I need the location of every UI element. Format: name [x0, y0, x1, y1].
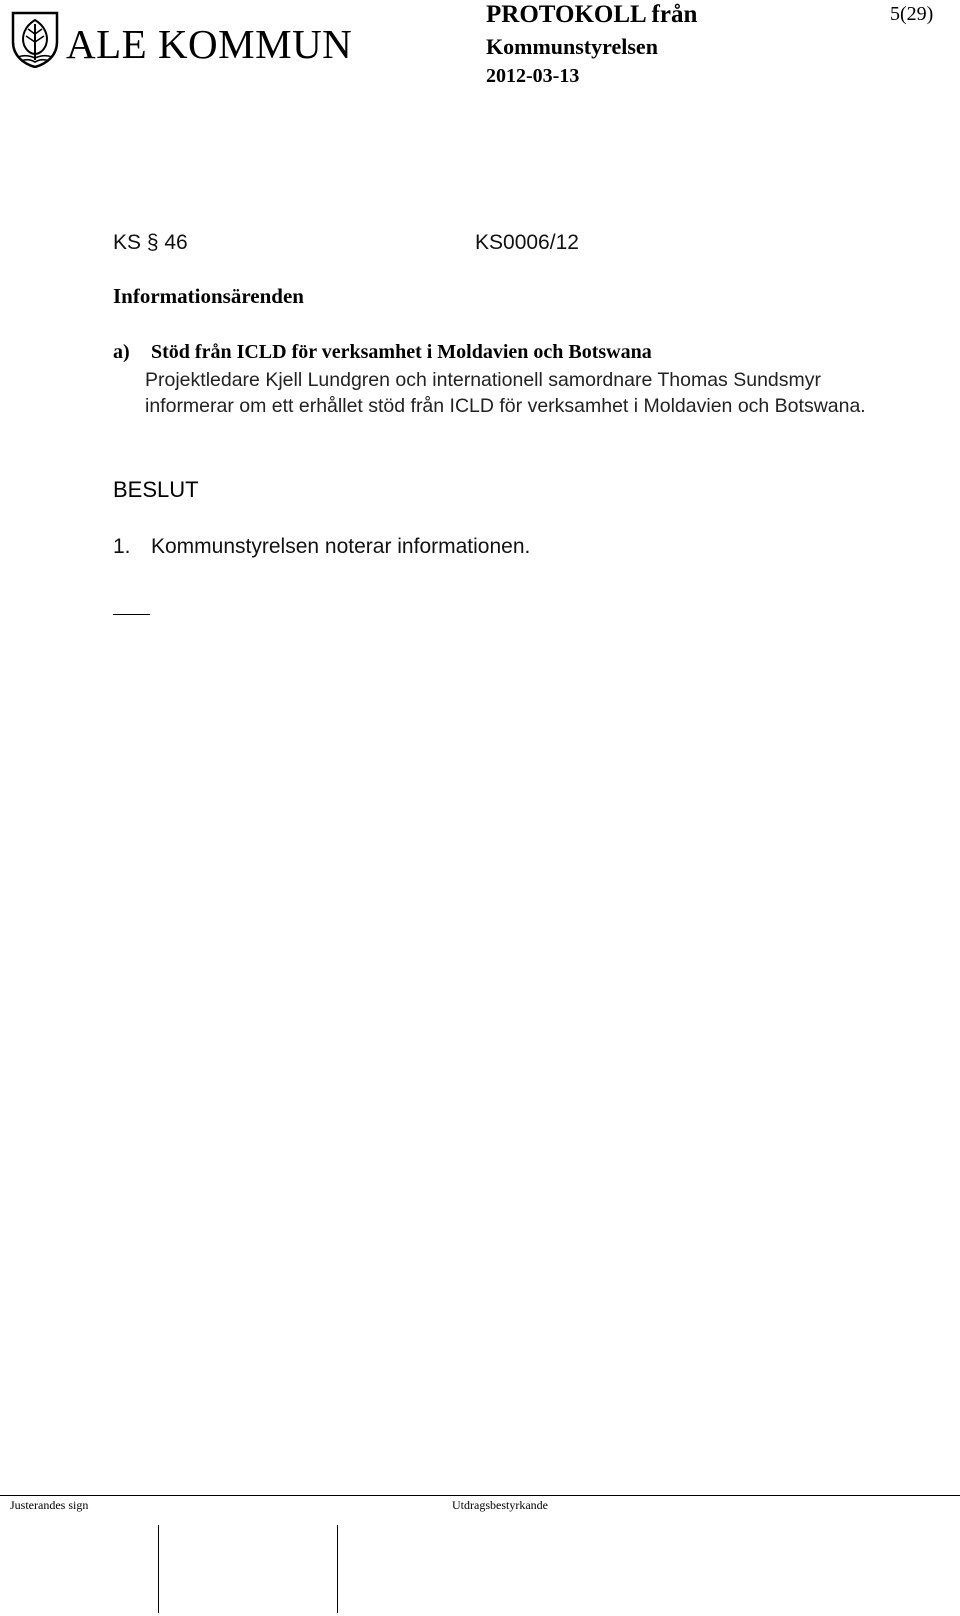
- signature-box-divider: [337, 1525, 338, 1613]
- meeting-date: 2012-03-13: [486, 65, 580, 87]
- committee-name: Kommunstyrelsen: [486, 34, 658, 59]
- decision-heading: BESLUT: [113, 477, 199, 502]
- agenda-item: [113, 339, 873, 419]
- agenda-item-body: Projektledare Kjell Lundgren och internationell samordnare Thomas Sundsmyr informerar om ett erhållet stöd från ICLD för verksamhet i Moldavien och Botswana.: [145, 369, 866, 417]
- agenda-item-title: [113, 339, 873, 365]
- agenda-item-title-text: Stöd från ICLD för verksamhet i Moldavien och Botswana: [151, 341, 652, 363]
- decision-number: 1.: [113, 535, 131, 558]
- signature-box-divider: [158, 1525, 159, 1613]
- footer-sign-label: Justerandes sign: [10, 1498, 89, 1512]
- document-title: PROTOKOLL från: [486, 1, 698, 28]
- footer-extract-label: Utdragsbestyrkande: [452, 1498, 548, 1512]
- case-number: KS0006/12: [475, 231, 579, 254]
- section-heading: Informationsärenden: [113, 284, 304, 308]
- case-paragraph: KS § 46: [113, 231, 188, 254]
- decision-item: [113, 534, 530, 560]
- agenda-item-marker: a): [113, 341, 130, 363]
- ale-kommun-logo: [10, 10, 390, 72]
- logo-wordmark: ALE KOMMUN: [66, 21, 353, 67]
- municipal-seal-icon: [10, 10, 60, 68]
- footer-divider: [0, 1495, 960, 1496]
- decision-text: Kommunstyrelsen noterar informationen.: [151, 535, 531, 558]
- page-number: 5(29): [890, 3, 934, 25]
- section-end-rule: [113, 614, 150, 615]
